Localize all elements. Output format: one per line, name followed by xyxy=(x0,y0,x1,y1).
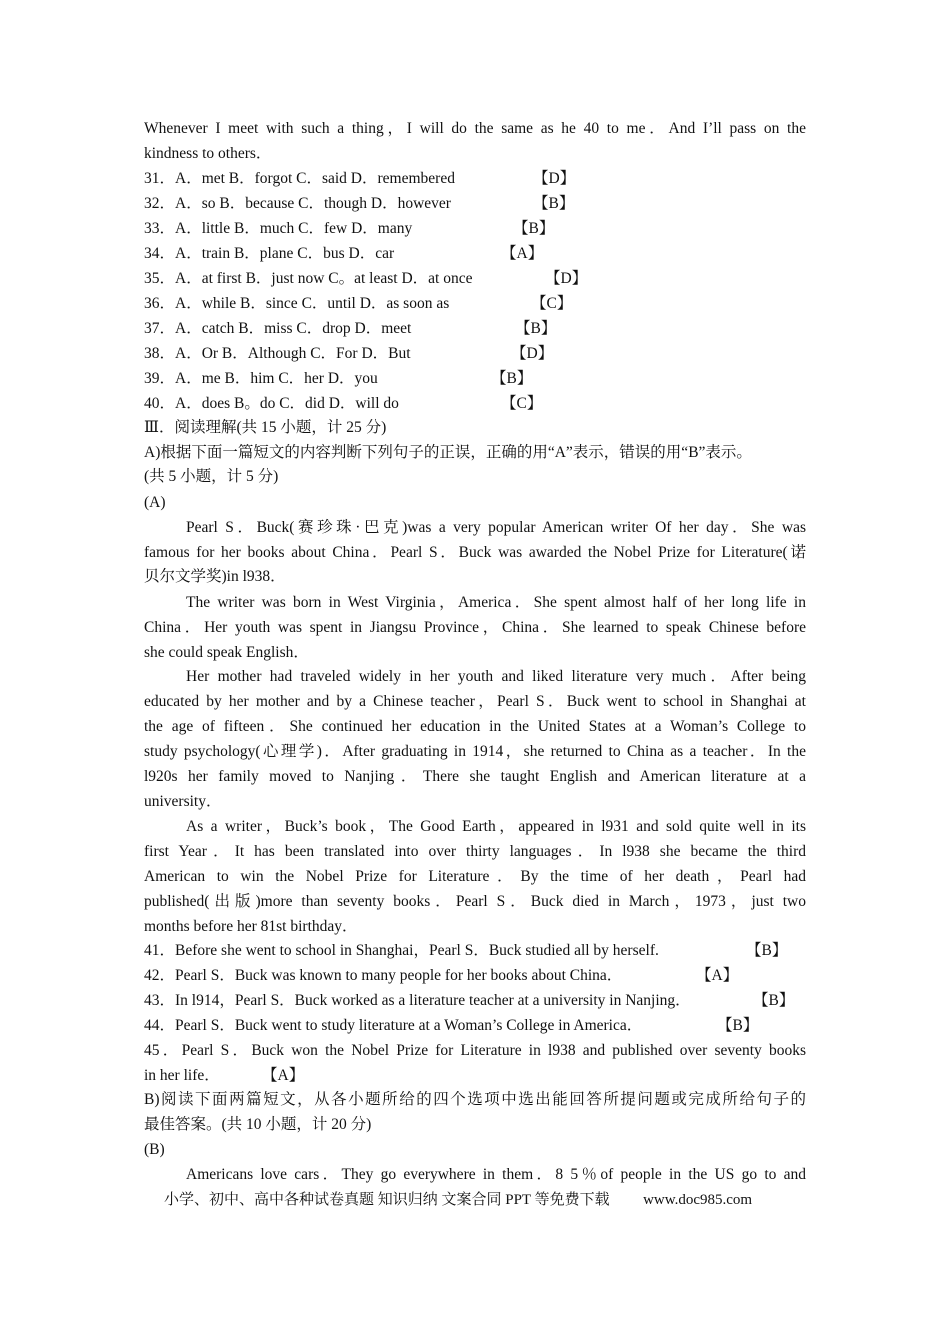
passage-line: l920s her family moved to Nanjing．There she taught English and American literature at a xyxy=(144,768,806,785)
answer-mark: 【C】 xyxy=(501,395,543,412)
passage-line: American to win the Nobel Prize for Literature．By the time of her death，Pearl had xyxy=(144,868,806,885)
passage-line: Americans love cars．They go everywhere in them．8 5％of people in the US go to and xyxy=(186,1166,806,1183)
question-item: 44．Pearl S．Buck went to study literature at a Woman’s College in America． xyxy=(144,1017,643,1034)
question-item-continued: in her life． xyxy=(144,1067,220,1084)
answer-mark: 【D】 xyxy=(545,270,588,287)
question-item: 39．A．me B．him C．her D．you xyxy=(144,370,378,387)
question-item: 42．Pearl S．Buck was known to many people for her books about China． xyxy=(144,967,623,984)
answer-mark: 【B】 xyxy=(515,320,557,337)
question-item: 40．A．does B。do C．did D．will do xyxy=(144,395,399,412)
answer-mark: 【B】 xyxy=(491,370,533,387)
section-heading: Ⅲ．阅读理解(共 15 小题，计 25 分) xyxy=(144,419,387,436)
footer-url[interactable]: www.doc985.com xyxy=(643,1192,753,1208)
answer-mark: 【C】 xyxy=(531,295,573,312)
question-item: 43．In l914，Pearl S．Buck worked as a literature teacher at a university in Nanjing． xyxy=(144,992,691,1009)
passage-line: university． xyxy=(144,793,222,810)
passage-line: China．Her youth was spent in Jiangsu Province，China．She learned to speak Chinese before xyxy=(144,619,806,636)
answer-mark: 【B】 xyxy=(717,1017,759,1034)
passage-line: study psychology(心理学)．After graduating in 1914，she returned to China as a teacher．In the xyxy=(144,743,806,760)
instruction-line: (共 5 小题，计 5 分) xyxy=(144,468,279,485)
answer-mark: 【A】 xyxy=(501,245,544,262)
passage-line: famous for her books about China．Pearl S．Buck was awarded the Nobel Prize for Literature(诺 xyxy=(144,544,806,561)
passage-line: first Year．It has been translated into over thirty languages．In l938 she became the third xyxy=(144,843,806,860)
answer-mark: 【A】 xyxy=(696,967,739,984)
footer-text: 小学、初中、高中各种试卷真题 知识归纳 文案合同 PPT 等免费下载 xyxy=(164,1192,610,1208)
passage-line: Pearl S．Buck(赛珍珠·巴克)was a very popular American writer Of her day．She was xyxy=(186,519,806,536)
passage-line: Her mother had traveled widely in her youth and liked literature very much．After being xyxy=(186,668,806,685)
question-item: 38．A．Or B．Although C．For D．But xyxy=(144,345,411,362)
passage-line: As a writer，Buck’s book，The Good Earth，appeared in l931 and sold quite well in its xyxy=(186,818,806,835)
question-item: 36．A．while B．since C．until D．as soon as xyxy=(144,295,450,312)
answer-mark: 【B】 xyxy=(513,220,555,237)
passage-line: published(出版)more than seventy books．Pearl S．Buck died in March，1973，just two xyxy=(144,893,806,910)
passage-line: educated by her mother and by a Chinese teacher，Pearl S．Buck went to school in Shanghai at xyxy=(144,693,806,710)
question-item: 45．Pearl S．Buck won the Nobel Prize for Literature in l938 and published over seventy books xyxy=(144,1042,806,1059)
passage-line: the age of fifteen．She continued her education in the United States at a Woman’s College to xyxy=(144,718,806,735)
question-item: 33．A．little B．much C．few D．many xyxy=(144,220,413,237)
question-item: 31．A．met B．forgot C．said D．remembered xyxy=(144,170,455,187)
answer-mark: 【B】 xyxy=(746,942,788,959)
answer-mark: 【A】 xyxy=(262,1067,305,1084)
cloze-text-line: Whenever I meet with such a thing，I will do the same as he 40 to me．And I’ll pass on the xyxy=(144,120,806,137)
answer-mark: 【B】 xyxy=(533,195,575,212)
question-item: 37．A．catch B．miss C．drop D．meet xyxy=(144,320,412,337)
question-item: 32．A．so B．because C．though D．however xyxy=(144,195,451,212)
instruction-line: B)阅读下面两篇短文，从各小题所给的四个选项中选出能回答所提问题或完成所给句子的 xyxy=(144,1091,806,1108)
passage-label: (B) xyxy=(144,1141,165,1158)
passage-line: The writer was born in West Virginia，America．She spent almost half of her long life in xyxy=(186,594,806,611)
answer-mark: 【D】 xyxy=(511,345,554,362)
answer-mark: 【B】 xyxy=(753,992,795,1009)
passage-label: (A) xyxy=(144,494,166,511)
instruction-line: 最佳答案。(共 10 小题，计 20 分) xyxy=(144,1116,372,1133)
instruction-line: A)根据下面一篇短文的内容判断下列句子的正误，正确的用“A”表示，错误的用“B”表示。 xyxy=(144,444,752,461)
passage-line: 贝尔文学奖)in l938． xyxy=(144,568,286,585)
cloze-text-line: kindness to others． xyxy=(144,145,272,162)
question-item: 35．A．at first B．just now C。at least D．at once xyxy=(144,270,473,287)
answer-mark: 【D】 xyxy=(533,170,576,187)
passage-line: months before her 81st birthday． xyxy=(144,918,358,935)
passage-line: she could speak English． xyxy=(144,644,309,661)
question-item: 41．Before she went to school in Shanghai，Pearl S．Buck studied all by herself. xyxy=(144,942,659,959)
question-item: 34．A．train B．plane C．bus D．car xyxy=(144,245,395,262)
page-footer xyxy=(164,1190,752,1210)
